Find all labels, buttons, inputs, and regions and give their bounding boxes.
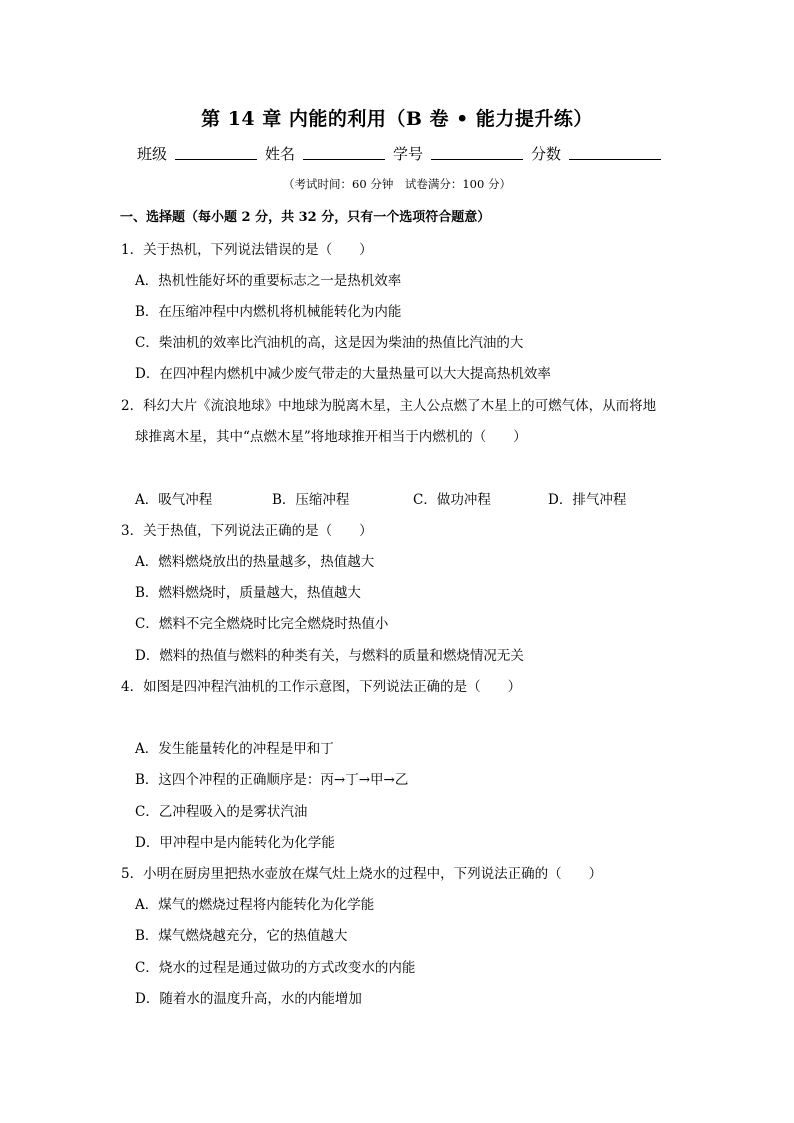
question-5-option-a: A．煤气的燃烧过程将内能转化为化学能: [135, 897, 375, 913]
class-blank: [175, 143, 257, 160]
student-info-row: [137, 143, 677, 164]
question-2-options: [135, 488, 655, 508]
page-title: 第 14 章 内能的利用（B 卷 • 能力提升练）: [201, 108, 593, 130]
question-1-option-b: B．在压缩冲程中内燃机将机械能转化为内能: [135, 304, 402, 320]
question-4-option-c: C．乙冲程吸入的是雾状汽油: [135, 804, 308, 820]
question-5-option-d: D．随着水的温度升高，水的内能增加: [135, 991, 362, 1007]
name-label: 姓名: [265, 145, 296, 163]
question-2-stem-continued: 球推离木星，其中“点燃木星”将地球推开相当于内燃机的（ ）: [135, 429, 527, 445]
question-2-option-d: D．排气冲程: [548, 492, 627, 508]
question-5-stem: 5．小明在厨房里把热水壶放在煤气灶上烧水的过程中，下列说法正确的（ ）: [121, 866, 603, 882]
question-4-option-d: D．甲冲程中是内能转化为化学能: [135, 835, 335, 851]
question-4-option-a: A．发生能量转化的冲程是甲和丁: [135, 741, 334, 757]
exam-note: （考试时间：60 分钟 试卷满分：100 分）: [283, 177, 511, 191]
id-blank: [431, 143, 523, 160]
section-heading: 一、选择题（每小题 2 分，共 32 分，只有一个选项符合题意）: [120, 210, 491, 225]
class-label: 班级: [137, 145, 168, 163]
question-1-stem: 1．关于热机，下列说法错误的是（ ）: [121, 242, 373, 258]
question-4-stem: 4．如图是四冲程汽油机的工作示意图，下列说法正确的是（ ）: [121, 679, 522, 695]
question-2-option-b: B．压缩冲程: [272, 492, 350, 508]
score-blank: [569, 143, 661, 160]
question-2-option-c: C．做功冲程: [413, 492, 491, 508]
score-label: 分数: [531, 145, 562, 163]
question-4-option-b: B．这四个冲程的正确顺序是：丙→丁→甲→乙: [135, 772, 409, 788]
question-1-option-d: D．在四冲程内燃机中减少废气带走的大量热量可以大大提高热机效率: [135, 366, 551, 382]
name-blank: [303, 143, 385, 160]
question-3-stem: 3．关于热值，下列说法正确的是（ ）: [121, 523, 373, 539]
question-3-option-b: B．燃料燃烧时，质量越大，热值越大: [135, 585, 361, 601]
question-2-option-a: A．吸气冲程: [135, 492, 213, 508]
question-5-option-c: C．烧水的过程是通过做功的方式改变水的内能: [135, 960, 416, 976]
question-1-option-a: A．热机性能好坏的重要标志之一是热机效率: [135, 273, 402, 289]
question-2-stem: 2．科幻大片《流浪地球》中地球为脱离木星，主人公点燃了木星上的可燃气体，从而将地: [121, 398, 657, 414]
question-3-option-c: C．燃料不完全燃烧时比完全燃烧时热值小: [135, 616, 389, 632]
question-3-option-a: A．燃料燃烧放出的热量越多，热值越大: [135, 554, 375, 570]
question-1-option-c: C．柴油机的效率比汽油机的高，这是因为柴油的热值比汽油的大: [135, 335, 524, 351]
id-label: 学号: [393, 145, 424, 163]
question-5-option-b: B．煤气燃烧越充分，它的热值越大: [135, 928, 348, 944]
question-3-option-d: D．燃料的热值与燃料的种类有关，与燃料的质量和燃烧情况无关: [135, 648, 524, 664]
